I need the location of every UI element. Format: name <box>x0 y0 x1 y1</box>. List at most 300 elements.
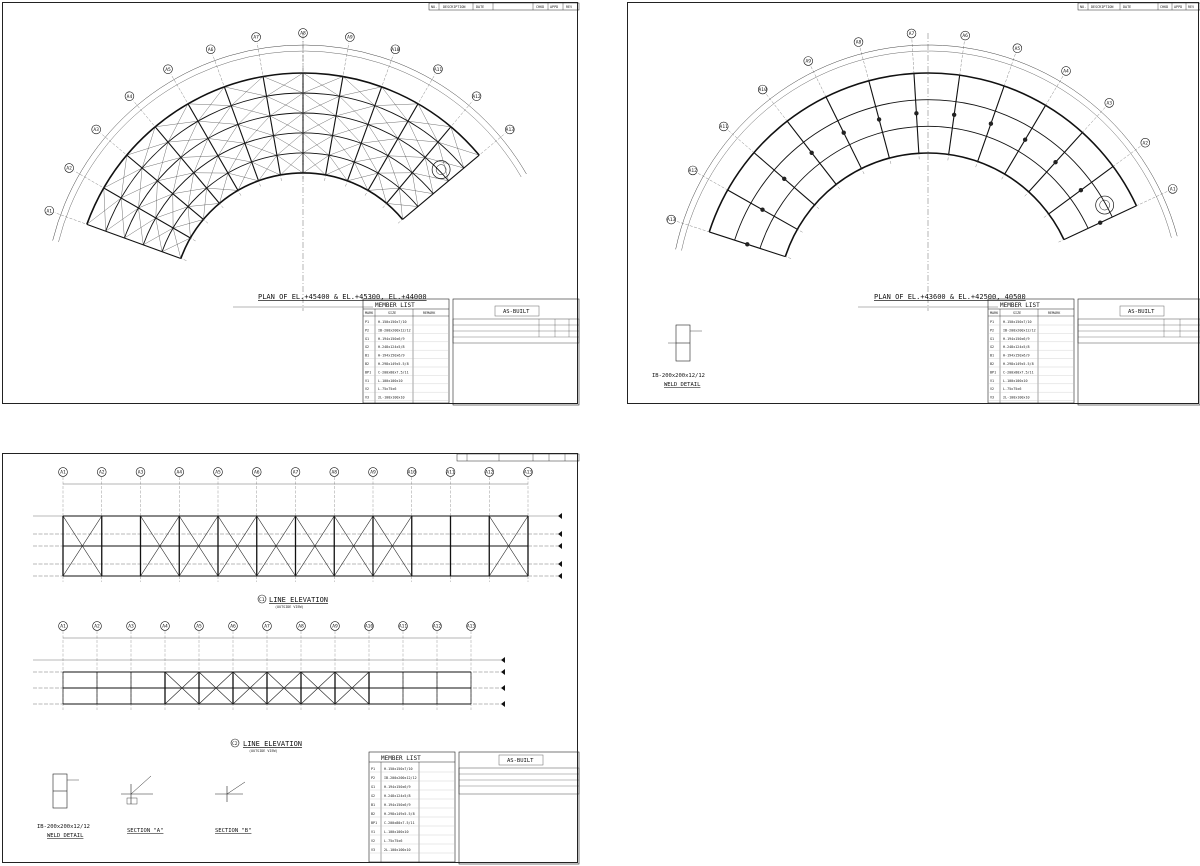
rev-h-4: CHKD <box>536 5 545 9</box>
level-marker <box>558 513 562 519</box>
rev-h-6: REV <box>1188 5 1195 9</box>
grid-bubble-label: A1 <box>60 470 66 476</box>
column-node <box>989 122 993 126</box>
bracing <box>329 143 361 155</box>
member-size: 2L-100x100x10 <box>1003 395 1030 400</box>
bracing <box>303 153 326 175</box>
title-block <box>459 752 579 864</box>
grid-bubble-label: A12 <box>432 624 442 630</box>
weld-detail <box>37 774 90 839</box>
bracing <box>199 672 216 688</box>
grid-bubble-label: A2 <box>1142 141 1149 147</box>
member-size: L-75x75x6 <box>384 839 403 843</box>
bracing <box>277 133 303 155</box>
title-block <box>453 299 579 405</box>
ml-head-mark: MARK <box>990 311 999 315</box>
member-mark: V3 <box>365 395 370 400</box>
member-mark: P2 <box>365 328 370 333</box>
column-node <box>842 131 846 135</box>
grid-bubble-label: A6 <box>230 624 236 630</box>
weld-detail-title: IB-200x200x12/12 <box>652 373 705 379</box>
bracing <box>199 546 218 576</box>
grid-bubble-label: A1 <box>46 209 53 215</box>
as-built-stamp: AS-BUILT <box>1128 309 1155 315</box>
grid-bubble-label: A3 <box>1106 101 1113 107</box>
grid-bubble-label: A2 <box>98 470 105 476</box>
grid-bubble-label: A1 <box>60 624 66 630</box>
rev-h-3: DATE <box>1123 5 1132 9</box>
member-size: C-200x80x7.5/11 <box>1003 370 1034 375</box>
section-b-title: SECTION "B" <box>215 828 252 834</box>
bracing <box>138 194 172 208</box>
title-block <box>1078 299 1200 405</box>
bracing <box>276 546 295 576</box>
bracing <box>339 87 381 96</box>
bracing <box>188 203 219 206</box>
member-mark: B1 <box>371 803 376 807</box>
drawing-sheet-elevation <box>2 453 578 863</box>
section-a-title: SECTION "A" <box>127 828 164 834</box>
member-size: H-194x150x6/9 <box>1003 353 1030 358</box>
bracing <box>335 672 352 688</box>
bracing <box>179 546 198 576</box>
column-node <box>1053 160 1057 164</box>
rev-h-6: REV <box>566 5 573 9</box>
bracing <box>284 688 301 704</box>
grid-bubble-label: A13 <box>466 624 476 630</box>
bracing <box>121 198 124 238</box>
as-built-stamp: AS-BUILT <box>503 309 530 315</box>
grid-bubble-label: A5 <box>196 624 202 630</box>
bracing <box>199 516 218 546</box>
bracing <box>165 688 182 704</box>
member-mark: G1 <box>365 336 370 341</box>
member-size: H-150x150x7/10 <box>1003 320 1032 324</box>
member-size: H-194x150x6/9 <box>384 785 411 789</box>
equipment-circle <box>432 161 450 179</box>
grid-bubble-label: A6 <box>962 34 968 40</box>
bracing <box>198 121 238 124</box>
column-node <box>1023 138 1027 142</box>
curved-plan-framing <box>667 29 1177 311</box>
drawing-sheet-plan-upper <box>2 2 578 404</box>
radial-beam <box>368 104 418 191</box>
grid-bubble-label: A7 <box>264 624 270 630</box>
member-size: IB-200x200x12/12 <box>378 328 411 333</box>
member-size: C-200x80x7.5/11 <box>384 821 415 825</box>
bracing <box>63 516 82 546</box>
bracing <box>267 688 284 704</box>
plan-title: PLAN OF EL.+43600 & EL.+42500, 40500 <box>874 293 1026 301</box>
grid-bubble-label: A4 <box>162 624 168 630</box>
radial-beam <box>104 188 191 238</box>
grid-bubble-label: A10 <box>758 88 767 94</box>
bracing <box>335 688 352 704</box>
grid-bubble-label: A11 <box>446 470 455 476</box>
grid-bubble-label: A3 <box>128 624 134 630</box>
grid-bubble-label: A10 <box>364 624 374 630</box>
bracing <box>489 546 508 576</box>
bracing <box>373 546 392 576</box>
elev1-sub: (OUTSIDE VIEW) <box>275 605 304 609</box>
bracing <box>368 121 408 124</box>
dimension-arc <box>676 45 1178 249</box>
member-mark: V1 <box>365 378 370 383</box>
radial-beam <box>326 76 343 174</box>
member-size: H-248x124x5/8 <box>1003 345 1030 350</box>
member-list-table <box>369 752 455 862</box>
bracing <box>218 546 237 576</box>
elev1-mark: C1 <box>259 598 265 603</box>
grid-bubble-label: A9 <box>347 35 353 41</box>
bracing <box>354 516 373 546</box>
radial-beam <box>127 155 204 219</box>
level-marker <box>501 701 505 707</box>
level-marker <box>558 573 562 579</box>
rev-h-5: APPD <box>1174 5 1183 9</box>
grid-bubble-label: A12 <box>485 470 494 476</box>
bracing <box>273 113 303 136</box>
grid-bubble-label: A10 <box>407 470 416 476</box>
rev-h-5: APPD <box>550 5 559 9</box>
bracing <box>334 546 353 576</box>
bracing <box>273 136 303 153</box>
grid-bubble-label: A5 <box>165 67 171 73</box>
elevation-drawing <box>3 454 579 864</box>
radial-beam <box>263 76 280 174</box>
ml-head-size: SIZE <box>388 311 397 315</box>
member-size: L-100x100x10 <box>384 830 409 834</box>
as-built-stamp: AS-BUILT <box>507 758 534 764</box>
beam-ring <box>785 153 1064 257</box>
level-marker <box>558 531 562 537</box>
bracing <box>343 76 375 105</box>
level-marker <box>501 657 505 663</box>
weld-detail-subtitle: WELD DETAIL <box>664 382 701 388</box>
member-mark: V3 <box>990 395 995 400</box>
bracing <box>216 672 233 688</box>
bracing <box>303 76 343 93</box>
grid-bubble-label: A5 <box>1014 46 1021 52</box>
member-size: H-194x150x6/9 <box>378 353 405 358</box>
bracing <box>82 516 101 546</box>
rev-h-2: DESCRIPTION <box>1091 5 1114 9</box>
drawing-sheet-plan-lower <box>627 2 1199 404</box>
grid-bubble-label: A13 <box>505 128 514 134</box>
member-list-rows <box>363 320 449 401</box>
member-size: IB-200x200x12/12 <box>1003 328 1036 333</box>
grid-bubble-label: A4 <box>1063 69 1069 75</box>
elevation-c2 <box>33 622 505 710</box>
bracing <box>303 96 339 113</box>
member-size: H-298x149x5.5/8 <box>378 362 409 366</box>
bracing <box>238 124 273 135</box>
bracing <box>216 688 233 704</box>
bracing <box>333 124 368 135</box>
member-mark: BP1 <box>365 370 372 375</box>
bracing <box>284 672 301 688</box>
bracing <box>303 116 336 133</box>
bracing <box>296 546 315 576</box>
member-list-table <box>363 299 449 403</box>
grid-bubble-label: A7 <box>908 32 915 38</box>
beam-ring <box>735 100 1113 240</box>
ml-head-remark: REMARK <box>1048 311 1061 315</box>
grid-bubble-label: A11 <box>433 67 443 73</box>
grid-bubble-label: A3 <box>137 470 144 476</box>
member-mark: P2 <box>371 776 376 780</box>
grid-bubble-label: A12 <box>472 94 481 100</box>
bracing <box>199 688 216 704</box>
member-mark: B2 <box>990 362 995 366</box>
grid-bubble-label: A9 <box>332 624 338 630</box>
member-size: H-248x124x5/8 <box>378 345 405 350</box>
bracing <box>336 106 375 116</box>
member-list-title: MEMBER LIST <box>1000 302 1040 309</box>
plan-upper-drawing <box>3 3 579 405</box>
bracing <box>250 672 267 688</box>
member-mark: P1 <box>990 320 995 324</box>
bracing <box>63 546 82 576</box>
member-size: H-194x150x6/9 <box>1003 336 1030 341</box>
bracing <box>296 516 315 546</box>
bracing <box>237 546 256 576</box>
bracing <box>156 181 158 218</box>
member-size: 2L-100x100x10 <box>378 395 405 400</box>
radial-beam <box>87 224 181 258</box>
bracing <box>231 106 270 116</box>
member-mark: B1 <box>990 353 995 358</box>
member-mark: G1 <box>990 336 995 341</box>
weld-detail-subtitle: WELD DETAIL <box>47 833 84 839</box>
grid-bubble-label: A13 <box>667 218 676 224</box>
column-node <box>1098 221 1102 225</box>
elevation-2-title <box>231 739 302 753</box>
ml-head-size: SIZE <box>1013 311 1022 315</box>
bracing <box>489 516 508 546</box>
bracing <box>398 138 412 172</box>
section-b-detail <box>215 782 251 834</box>
bracing <box>315 516 334 546</box>
member-list-rows <box>369 767 455 853</box>
bracing <box>277 155 303 173</box>
member-list-title: MEMBER LIST <box>375 302 415 309</box>
ml-head-mark: MARK <box>365 311 374 315</box>
member-mark: BP1 <box>990 370 997 375</box>
bracing <box>231 76 263 105</box>
section-a-detail <box>121 776 163 834</box>
bracing <box>160 546 179 576</box>
elev2-sub: (OUTSIDE VIEW) <box>249 749 278 753</box>
member-size: L-75x75x6 <box>1003 387 1022 392</box>
bracing <box>399 188 402 219</box>
grid-bubble-label: A7 <box>292 470 299 476</box>
grid-bubble-label: A10 <box>391 47 400 53</box>
bracing <box>257 516 276 546</box>
bracing <box>245 143 277 155</box>
beam-ring <box>760 126 1088 248</box>
bracing <box>104 188 106 231</box>
grid-bubble-label: A8 <box>331 470 338 476</box>
member-mark: BP1 <box>371 821 378 825</box>
bracing <box>224 87 266 96</box>
grid-bubble-label: A5 <box>215 470 221 476</box>
plan-title: PLAN OF EL.+45400 & EL.+45300, EL.+44000 <box>258 293 427 301</box>
bracing <box>270 93 303 116</box>
bracing <box>392 546 411 576</box>
bracing <box>257 546 276 576</box>
ml-head-remark: REMARK <box>423 311 436 315</box>
bracing <box>334 516 353 546</box>
bracing <box>188 207 190 238</box>
member-mark: B2 <box>371 812 376 816</box>
bracing <box>233 672 250 688</box>
bracing <box>388 156 425 158</box>
grid-bubble-label: A9 <box>805 59 812 65</box>
member-mark: V1 <box>990 378 995 383</box>
revision-strip <box>1078 3 1200 10</box>
member-mark: G2 <box>371 794 376 798</box>
bracing <box>173 157 181 193</box>
grid-bubble-label: A1 <box>1169 187 1176 193</box>
member-mark: V2 <box>371 839 376 843</box>
member-mark: V1 <box>371 830 376 834</box>
bracing <box>181 156 218 158</box>
level-marker <box>501 669 505 675</box>
member-size: H-298x149x5.5/8 <box>384 812 415 816</box>
weld-detail-title: IB-200x200x12/12 <box>37 824 90 830</box>
bracing <box>303 93 336 116</box>
member-size: L-100x100x10 <box>1003 378 1028 383</box>
member-size: IB-200x200x12/12 <box>384 776 417 780</box>
bracing <box>354 546 373 576</box>
member-mark: G1 <box>371 785 376 789</box>
member-size: H-150x150x7/10 <box>378 320 407 324</box>
bracing <box>276 516 295 546</box>
bracing <box>280 153 303 175</box>
bracing <box>218 516 237 546</box>
member-mark: V3 <box>371 848 376 852</box>
bracing <box>141 546 160 576</box>
grid-bubble-label: A4 <box>176 470 183 476</box>
elev1-title: LINE ELEVATION <box>269 596 329 604</box>
member-size: L-100x100x10 <box>378 378 403 383</box>
beam-ring <box>87 73 479 224</box>
bracing <box>267 672 284 688</box>
member-list-table <box>988 299 1074 403</box>
member-size: C-200x80x7.5/11 <box>378 370 409 375</box>
plan-lower-drawing <box>628 3 1200 405</box>
grid-bubble-label: A13 <box>523 470 533 476</box>
member-mark: V2 <box>990 387 995 392</box>
elev2-title: LINE ELEVATION <box>243 740 303 748</box>
rev-h-3: DATE <box>476 5 485 9</box>
member-mark: P1 <box>371 767 376 771</box>
bracing <box>318 688 335 704</box>
grid-bubble-label: A2 <box>94 624 100 630</box>
rev-h-2: DESCRIPTION <box>443 5 466 9</box>
member-size: H-194x150x6/9 <box>378 336 405 341</box>
grid-bubble-label: A6 <box>207 47 214 53</box>
column-node <box>760 207 764 211</box>
bracing <box>301 688 318 704</box>
bracing <box>303 155 329 173</box>
bracing <box>303 133 329 155</box>
bracing <box>188 104 231 106</box>
member-mark: P2 <box>990 328 995 333</box>
bracing <box>352 672 369 688</box>
member-size: L-75x75x6 <box>378 387 397 392</box>
column-node <box>809 151 813 155</box>
member-size: 2L-100x100x10 <box>384 848 411 852</box>
revision-strip <box>429 3 579 10</box>
weld-detail <box>652 325 705 388</box>
beam-ring <box>181 173 403 259</box>
bracing <box>303 113 333 136</box>
column-node <box>914 111 918 115</box>
bracing <box>303 136 333 153</box>
member-mark: G2 <box>990 345 995 350</box>
bracing <box>375 104 418 106</box>
member-mark: V2 <box>365 387 370 392</box>
bracing <box>270 116 303 133</box>
curved-plan-framing <box>45 29 527 311</box>
level-marker <box>501 685 505 691</box>
grid-bubble-label: A7 <box>253 35 259 41</box>
bracing <box>267 96 303 113</box>
grid-bubble-label: A3 <box>93 128 99 134</box>
member-mark: G2 <box>365 345 370 350</box>
bracing <box>160 516 179 546</box>
elev2-mark: C2 <box>232 742 238 747</box>
grid-bubble-label: A11 <box>719 125 728 131</box>
bracing <box>82 546 101 576</box>
elevation-1-title <box>258 595 328 609</box>
equipment-circle <box>1096 196 1114 214</box>
bracing <box>373 516 392 546</box>
grid-bubble-label: A2 <box>66 166 72 172</box>
grid-bubble-label: A8 <box>300 31 306 37</box>
level-marker <box>558 561 562 567</box>
bracing <box>182 672 199 688</box>
bracing <box>179 516 198 546</box>
member-size: H-298x149x5.5/8 <box>1003 362 1034 366</box>
member-list-rows <box>988 320 1074 401</box>
member-mark: B1 <box>365 353 370 358</box>
rev-h-4: CHKD <box>1160 5 1169 9</box>
bracing <box>165 672 182 688</box>
column-node <box>952 113 956 117</box>
column-node <box>1079 188 1083 192</box>
bracing <box>301 672 318 688</box>
member-size: H-150x150x7/10 <box>384 767 413 771</box>
bracing <box>237 516 256 546</box>
member-mark: P1 <box>365 320 370 324</box>
bracing <box>263 76 303 93</box>
grid-bubble-label: A12 <box>688 168 697 174</box>
bracing <box>368 188 399 190</box>
bracing <box>182 688 199 704</box>
bracing <box>509 516 528 546</box>
radial-beam <box>155 127 219 204</box>
rev-h-1: NO. <box>431 5 438 9</box>
grid-bubble-label: A11 <box>398 624 408 630</box>
bracing <box>315 546 334 576</box>
radial-beam <box>188 104 238 191</box>
bracing <box>318 672 335 688</box>
bracing <box>207 188 238 190</box>
member-size: H-194x150x6/9 <box>384 803 411 807</box>
